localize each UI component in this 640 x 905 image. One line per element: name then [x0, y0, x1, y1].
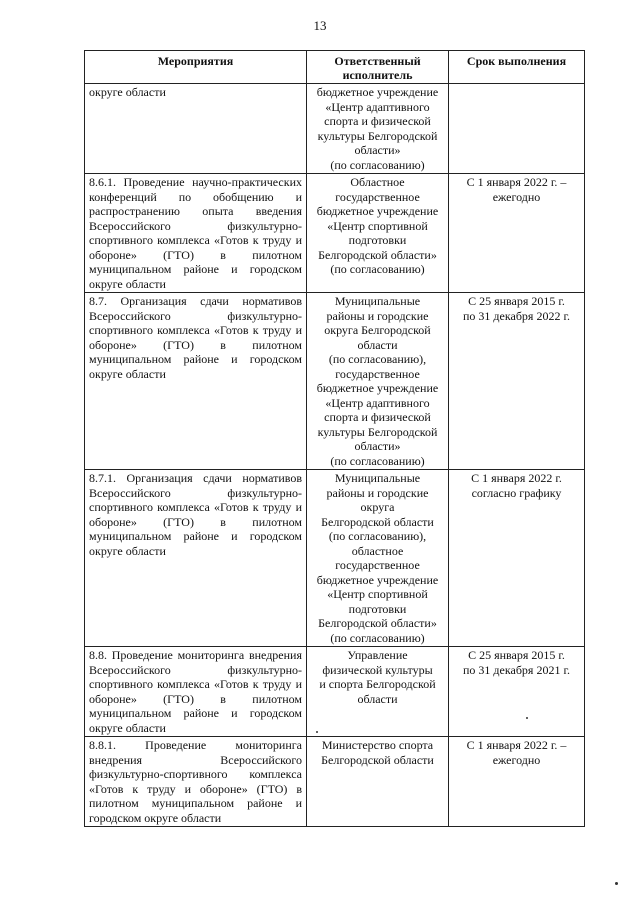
- responsible-cell-line: Министерство спорта: [321, 738, 434, 752]
- deadline-cell-line: ежегодно: [492, 752, 541, 767]
- table-row: [85, 470, 585, 647]
- responsible-cell-line: «Центр спортивной: [327, 218, 428, 233]
- responsible-cell-line: бюджетное учреждение: [316, 85, 439, 99]
- responsible-cell-line: Управление: [347, 648, 408, 662]
- header-activities: Мероприятия: [85, 51, 307, 84]
- scan-speck: [316, 731, 318, 733]
- responsible-cell-line: Белгородской области»: [318, 616, 437, 630]
- page-number: 13: [313, 18, 327, 33]
- responsible-cell-line: области: [357, 337, 398, 352]
- responsible-cell-line: областное: [351, 543, 404, 558]
- responsible-cell-line: подготовки: [348, 233, 407, 247]
- activity-cell-line: 8.7.1. Организация сдачи нормативов Всероссийского физкультурно-спортивного комплекса «Готов к труду и обороне» (ГТО) в пилотном муниципальном районе и городском округе области: [89, 471, 302, 558]
- deadline-cell: [449, 84, 585, 174]
- responsible-cell-line: культуры Белгородской: [317, 424, 438, 439]
- scan-speck: [615, 882, 618, 885]
- deadline-cell: [449, 174, 585, 293]
- responsible-cell-line: области: [357, 691, 398, 706]
- responsible-cell: [307, 647, 449, 737]
- header-deadline: Срок выполнения: [449, 51, 585, 84]
- activity-cell: [85, 647, 307, 737]
- table-row: [85, 174, 585, 293]
- deadline-cell-line: С 1 января 2022 г.: [471, 471, 562, 485]
- activity-cell-line: округе области: [89, 85, 166, 99]
- responsible-cell-line: (по согласованию),: [328, 529, 427, 543]
- responsible-cell-line: округа Белгородской: [324, 323, 431, 337]
- deadline-cell-line: согласно графику: [471, 485, 562, 500]
- activity-cell: [85, 174, 307, 293]
- responsible-cell-line: Белгородской области»: [318, 247, 437, 262]
- deadline-cell: [449, 647, 585, 737]
- activity-cell: [85, 737, 307, 827]
- table-row: [85, 84, 585, 174]
- responsible-cell-line: (по согласованию),: [328, 352, 427, 366]
- deadline-cell-line: по 31 декабря 2022 г.: [462, 308, 571, 323]
- header-responsible: Ответственный исполнитель: [307, 51, 449, 84]
- responsible-cell-line: бюджетное учреждение: [316, 381, 439, 395]
- responsible-cell-line: области»: [354, 439, 401, 453]
- deadline-cell-line: ежегодно: [492, 189, 541, 204]
- table-row: [85, 647, 585, 737]
- deadline-cell-line: С 25 января 2015 г.: [468, 648, 565, 662]
- responsible-cell-line: (по согласованию): [330, 262, 425, 276]
- responsible-cell-line: бюджетное учреждение: [316, 204, 439, 218]
- activity-cell: [85, 470, 307, 647]
- responsible-cell-line: районы и городские: [326, 308, 429, 323]
- activity-cell-line: 8.8. Проведение мониторинга внедрения Всероссийского физкультурно-спортивного комплекса «Готов к труду и обороне» (ГТО) в пилотном муниципальном районе и городском округе области: [89, 648, 302, 735]
- responsible-cell-line: (по согласованию): [330, 157, 425, 172]
- responsible-cell-line: Областное: [350, 175, 405, 189]
- responsible-cell-line: и спорта Белгородской: [319, 677, 436, 691]
- responsible-cell-line: подготовки: [348, 601, 407, 616]
- activity-cell-line: 8.6.1. Проведение научно-практических конференций по обобщению и распространению опыта введения Всероссийского физкультурно-спортивного комплекса «Готов к труду и обороне» (ГТО) в пилотном муниципальном районе и городском округе области: [89, 175, 302, 291]
- responsible-cell: [307, 84, 449, 174]
- responsible-cell-line: (по согласованию): [330, 630, 425, 645]
- responsible-cell-line: Муниципальные: [334, 471, 421, 485]
- table-row: [85, 293, 585, 470]
- deadline-cell: [449, 470, 585, 647]
- responsible-cell-line: государственное: [335, 366, 420, 381]
- activity-cell-line: 8.7. Организация сдачи нормативов Всероссийского физкультурно-спортивного комплекса «Готов к труду и обороне» (ГТО) в пилотном муниципальном районе и городском округе области: [89, 294, 302, 381]
- deadline-cell: [449, 293, 585, 470]
- responsible-cell-line: государственное: [335, 558, 420, 572]
- responsible-cell-line: «Центр адаптивного: [325, 99, 430, 114]
- responsible-cell-line: физической культуры: [322, 662, 433, 677]
- responsible-cell-line: области»: [354, 143, 401, 157]
- deadline-cell-line: С 1 января 2022 г. –: [466, 175, 567, 189]
- deadline-cell-line: С 25 января 2015 г.: [468, 294, 565, 308]
- responsible-cell-line: «Центр спортивной: [327, 587, 428, 601]
- responsible-cell-line: (по согласованию): [330, 453, 425, 468]
- responsible-cell-line: бюджетное учреждение: [316, 572, 439, 587]
- deadline-cell-line: по 31 декабря 2021 г.: [462, 662, 571, 677]
- responsible-cell-line: Белгородской области: [321, 514, 434, 529]
- table-row: [85, 737, 585, 827]
- responsible-cell-line: спорта и физической: [324, 410, 431, 424]
- activity-cell: [85, 293, 307, 470]
- responsible-cell-line: Муниципальные: [334, 294, 421, 308]
- schedule-table: [84, 50, 585, 827]
- responsible-cell: [307, 470, 449, 647]
- responsible-cell: [307, 174, 449, 293]
- activity-cell-line: 8.8.1. Проведение мониторинга внедрения Всероссийского физкультурно-спортивного комплекса «Готов к труду и обороне» (ГТО) в пилотном муниципальном районе и городском округе области: [89, 738, 302, 825]
- responsible-cell-line: Белгородской области: [321, 752, 434, 767]
- responsible-cell-line: районы и городские: [326, 485, 429, 500]
- responsible-cell-line: культуры Белгородской: [317, 128, 438, 143]
- scan-speck: [526, 717, 528, 719]
- responsible-cell: [307, 737, 449, 827]
- activity-cell: [85, 84, 307, 174]
- deadline-cell: [449, 737, 585, 827]
- responsible-cell: [307, 293, 449, 470]
- responsible-cell-line: государственное: [335, 189, 420, 204]
- table-header-row: [85, 51, 585, 84]
- responsible-cell-line: «Центр адаптивного: [325, 395, 430, 410]
- responsible-cell-line: округа: [360, 500, 395, 514]
- deadline-cell-line: С 1 января 2022 г. –: [466, 738, 567, 752]
- responsible-cell-line: спорта и физической: [324, 114, 431, 128]
